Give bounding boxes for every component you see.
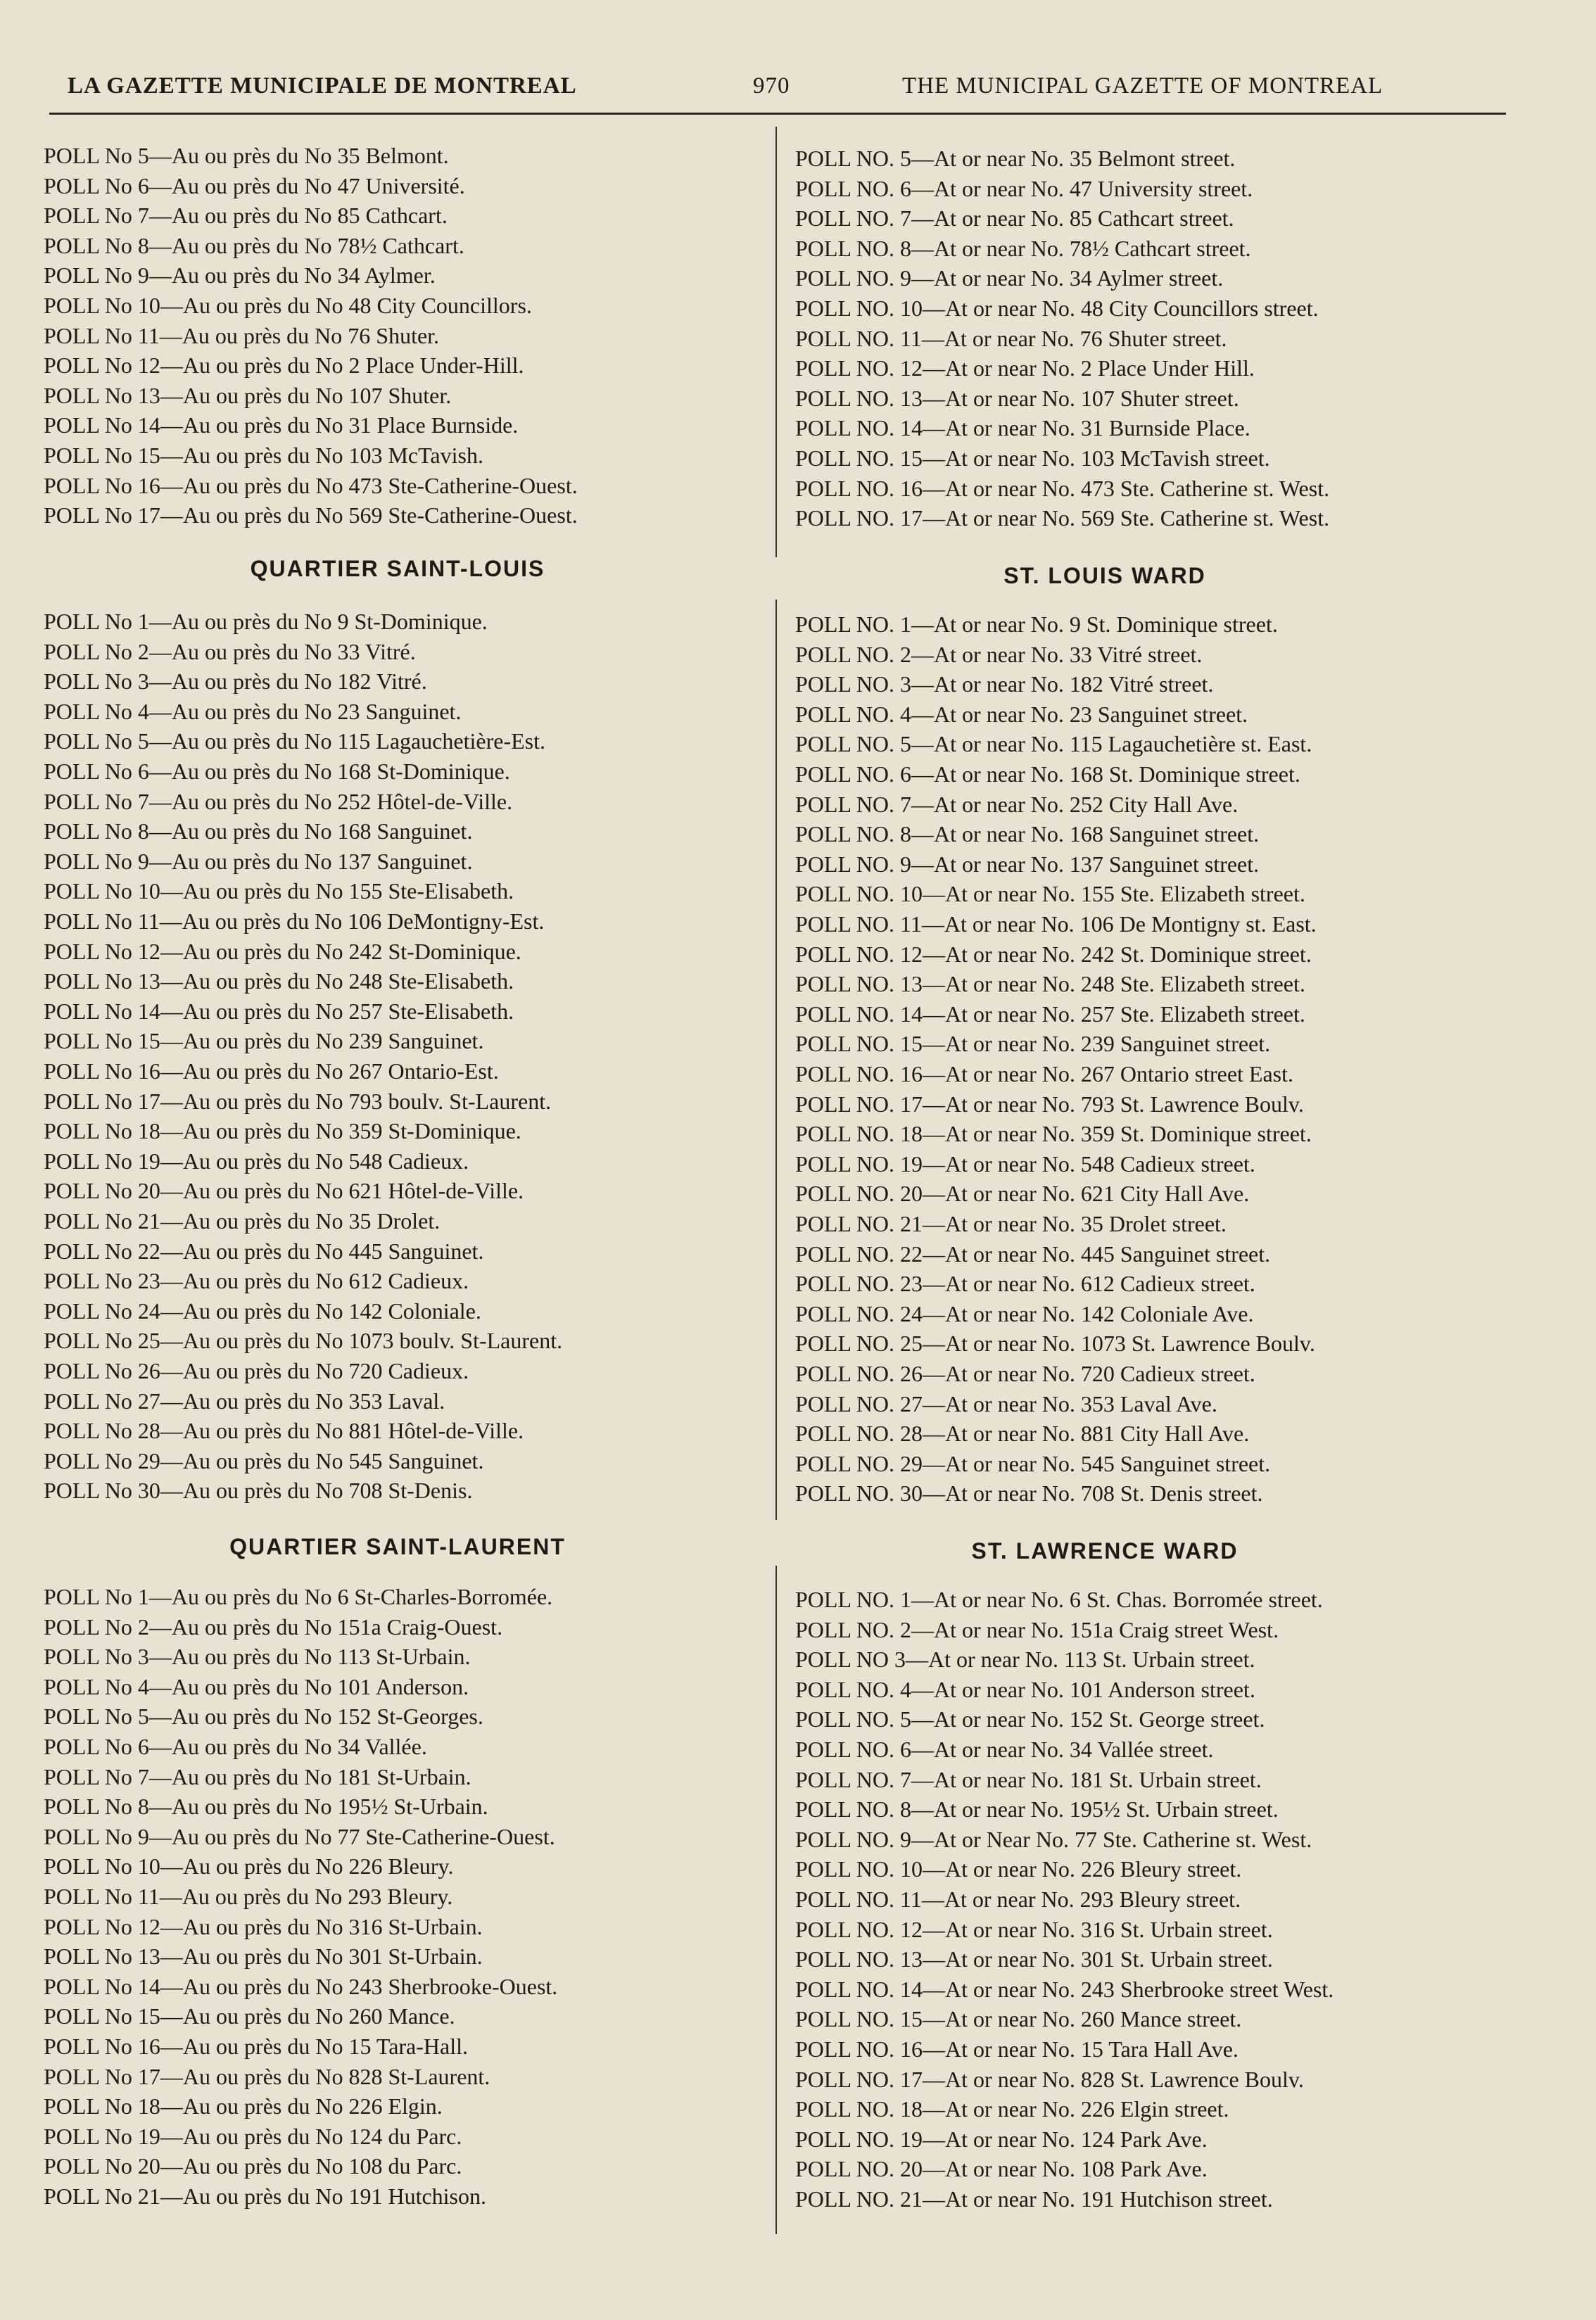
poll-entry: POLL No 11—Au ou près du No 106 DeMontigny-Est.: [44, 908, 545, 934]
poll-entry: POLL NO. 7—At or near No. 252 City Hall Ave.: [795, 791, 1239, 817]
poll-entry: POLL No 2—Au ou près du No 33 Vitré.: [44, 638, 416, 664]
ward-heading: QUARTIER SAINT-LOUIS: [250, 556, 545, 581]
poll-entry: POLL No 19—Au ou près du No 548 Cadieux.: [44, 1148, 469, 1174]
poll-entry: POLL No 23—Au ou près du No 612 Cadieux.: [44, 1268, 469, 1294]
poll-entry: POLL NO. 24—At or near No. 142 Coloniale Ave.: [795, 1300, 1254, 1326]
poll-entry: POLL NO. 13—At or near No. 248 Ste. Elizabeth street.: [795, 971, 1305, 997]
poll-entry: POLL No 12—Au ou près du No 242 St-Dominique.: [44, 938, 521, 964]
poll-entry: POLL No 9—Au ou près du No 77 Ste-Catherine-Ouest.: [44, 1823, 555, 1849]
poll-entry: POLL No 8—Au ou près du No 195½ St-Urbain.: [44, 1794, 488, 1820]
poll-entry: POLL NO. 17—At or near No. 828 St. Lawrence Boulv.: [795, 2066, 1304, 2092]
poll-entry: POLL No 2—Au ou près du No 151a Craig-Ouest.: [44, 1614, 503, 1640]
poll-entry: POLL No 17—Au ou près du No 828 St-Laurent.: [44, 2063, 490, 2089]
page-number: 970: [753, 73, 790, 99]
poll-entry: POLL NO. 9—At or near No. 137 Sanguinet street.: [795, 851, 1260, 877]
poll-entry: POLL NO. 7—At or near No. 85 Cathcart street.: [795, 205, 1234, 232]
poll-entry: POLL No 17—Au ou près du No 569 Ste-Catherine-Ouest.: [44, 502, 578, 528]
poll-entry: POLL NO. 1—At or near No. 9 St. Dominique street.: [795, 611, 1278, 637]
poll-entry: POLL NO. 11—At or near No. 106 De Montigny st. East.: [795, 911, 1317, 937]
poll-entry: POLL NO. 21—At or near No. 35 Drolet street.: [795, 1211, 1227, 1236]
poll-entry: POLL No 21—Au ou près du No 35 Drolet.: [44, 1208, 441, 1234]
header-french-title: LA GAZETTE MUNICIPALE DE MONTREAL: [68, 73, 577, 99]
poll-entry: POLL No 18—Au ou près du No 359 St-Dominique.: [44, 1118, 521, 1144]
header-rule: [49, 113, 1506, 115]
poll-entry: POLL NO. 6—At or near No. 47 University street.: [795, 175, 1253, 201]
poll-entry: POLL No 7—Au ou près du No 181 St-Urbain.: [44, 1763, 471, 1789]
poll-entry: POLL No 13—Au ou près du No 248 Ste-Elisabeth.: [44, 968, 514, 994]
poll-entry: POLL No 22—Au ou près du No 445 Sanguinet.: [44, 1238, 484, 1264]
poll-entry: POLL NO. 19—At or near No. 548 Cadieux street.: [795, 1151, 1255, 1177]
poll-entry: POLL No 12—Au ou près du No 316 St-Urbain.: [44, 1913, 483, 1939]
poll-entry: POLL No 8—Au ou près du No 168 Sanguinet.: [44, 818, 473, 844]
poll-entry: POLL No 10—Au ou près du No 226 Bleury.: [44, 1853, 454, 1880]
poll-entry: POLL No 6—Au ou près du No 34 Vallée.: [44, 1734, 427, 1759]
poll-entry: POLL No 13—Au ou près du No 301 St-Urbain.: [44, 1944, 483, 1970]
poll-entry: POLL NO. 4—At or near No. 101 Anderson street.: [795, 1676, 1255, 1702]
poll-entry: POLL NO. 18—At or near No. 226 Elgin street.: [795, 2096, 1229, 2122]
poll-entry: POLL No 15—Au ou près du No 103 McTavish.: [44, 443, 483, 468]
header-english-title: THE MUNICIPAL GAZETTE OF MONTREAL: [902, 73, 1383, 99]
poll-entry: POLL NO. 16—At or near No. 473 Ste. Catherine st. West.: [795, 475, 1330, 501]
poll-entry: POLL NO. 12—At or near No. 316 St. Urbain street.: [795, 1916, 1273, 1942]
poll-entry: POLL No 14—Au ou près du No 243 Sherbrooke-Ouest.: [44, 1973, 558, 1999]
poll-entry: POLL NO. 5—At or near No. 152 St. George street.: [795, 1706, 1265, 1732]
poll-entry: POLL NO. 8—At or near No. 168 Sanguinet street.: [795, 821, 1260, 847]
poll-entry: POLL No 16—Au ou près du No 267 Ontario-Est.: [44, 1058, 499, 1084]
poll-entry: POLL NO. 15—At or near No. 239 Sanguinet street.: [795, 1031, 1271, 1057]
poll-entry: POLL No 14—Au ou près du No 31 Place Burnside.: [44, 412, 519, 438]
poll-entry: POLL NO. 13—At or near No. 301 St. Urbain street.: [795, 1946, 1273, 1972]
poll-entry: POLL NO. 5—At or near No. 115 Lagauchetière st. East.: [795, 731, 1312, 757]
poll-entry: POLL NO. 12—At or near No. 242 St. Dominique street.: [795, 941, 1312, 967]
poll-entry: POLL NO. 21—At or near No. 191 Hutchison street.: [795, 2186, 1273, 2212]
poll-entry: POLL NO. 5—At or near No. 35 Belmont street.: [795, 146, 1236, 171]
ward-heading: ST. LAWRENCE WARD: [971, 1538, 1239, 1564]
poll-entry: POLL No 18—Au ou près du No 226 Elgin.: [44, 2093, 443, 2119]
poll-entry: POLL NO. 22—At or near No. 445 Sanguinet street.: [795, 1241, 1271, 1267]
poll-entry: POLL No 17—Au ou près du No 793 boulv. St-Laurent.: [44, 1088, 552, 1114]
poll-entry: POLL NO. 14—At or near No. 243 Sherbrooke street West.: [795, 1976, 1334, 2002]
poll-entry: POLL NO 3—At or near No. 113 St. Urbain street.: [795, 1647, 1255, 1673]
poll-entry: POLL No 8—Au ou près du No 78½ Cathcart.: [44, 232, 464, 258]
poll-entry: POLL NO. 11—At or near No. 76 Shuter street.: [795, 325, 1227, 351]
poll-entry: POLL NO. 18—At or near No. 359 St. Dominique street.: [795, 1121, 1312, 1147]
poll-entry: POLL NO. 20—At or near No. 108 Park Ave.: [795, 2156, 1208, 2182]
poll-entry: POLL NO. 15—At or near No. 260 Mance street.: [795, 2006, 1242, 2032]
ward-heading: QUARTIER SAINT-LAURENT: [229, 1534, 566, 1559]
poll-entry: POLL No 5—Au ou près du No 115 Lagauchetière-Est.: [44, 728, 546, 754]
poll-entry: POLL No 15—Au ou près du No 239 Sanguinet.: [44, 1028, 484, 1054]
poll-entry: POLL NO. 29—At or near No. 545 Sanguinet street.: [795, 1450, 1271, 1476]
poll-entry: POLL NO. 14—At or near No. 31 Burnside Place.: [795, 415, 1250, 441]
poll-entry: POLL No 6—Au ou près du No 168 St-Dominique.: [44, 759, 510, 784]
poll-entry: POLL No 27—Au ou près du No 353 Laval.: [44, 1388, 445, 1414]
poll-entry: POLL No 7—Au ou près du No 252 Hôtel-de-Ville.: [44, 788, 513, 814]
poll-entry: POLL No 11—Au ou près du No 293 Bleury.: [44, 1884, 453, 1909]
poll-entry: POLL NO. 2—At or near No. 151a Craig street West.: [795, 1616, 1279, 1642]
poll-entry: POLL NO. 17—At or near No. 793 St. Lawrence Boulv.: [795, 1091, 1304, 1117]
poll-entry: POLL NO. 11—At or near No. 293 Bleury street.: [795, 1887, 1241, 1912]
poll-entry: POLL No 9—Au ou près du No 34 Aylmer.: [44, 262, 436, 289]
poll-entry: POLL No 3—Au ou près du No 182 Vitré.: [44, 668, 427, 695]
poll-entry: POLL No 4—Au ou près du No 23 Sanguinet.: [44, 698, 462, 724]
poll-entry: POLL NO. 25—At or near No. 1073 St. Lawrence Boulv.: [795, 1331, 1315, 1357]
column-divider-middle: [775, 600, 777, 1520]
poll-entry: POLL NO. 30—At or near No. 708 St. Denis street.: [795, 1481, 1263, 1507]
poll-entry: POLL No 14—Au ou près du No 257 Ste-Elisabeth.: [44, 998, 514, 1024]
poll-entry: POLL NO. 28—At or near No. 881 City Hall Ave.: [795, 1421, 1250, 1447]
poll-entry: POLL No 5—Au ou près du No 35 Belmont.: [44, 143, 449, 168]
poll-entry: POLL No 1—Au ou près du No 6 St-Charles-Borromée.: [44, 1584, 553, 1609]
poll-entry: POLL NO. 19—At or near No. 124 Park Ave.: [795, 2126, 1208, 2152]
poll-entry: POLL NO. 17—At or near No. 569 Ste. Catherine st. West.: [795, 505, 1330, 531]
ward-heading: ST. LOUIS WARD: [1003, 563, 1206, 588]
column-divider-top: [775, 127, 777, 557]
poll-entry: POLL NO. 6—At or near No. 34 Vallée street.: [795, 1737, 1214, 1762]
poll-entry: POLL NO. 26—At or near No. 720 Cadieux street.: [795, 1361, 1255, 1386]
poll-entry: POLL NO. 27—At or near No. 353 Laval Ave.: [795, 1390, 1217, 1416]
poll-entry: POLL NO. 4—At or near No. 23 Sanguinet street.: [795, 701, 1248, 727]
poll-entry: POLL NO. 16—At or near No. 267 Ontario street East.: [795, 1061, 1293, 1086]
poll-entry: POLL No 30—Au ou près du No 708 St-Denis.: [44, 1478, 473, 1504]
poll-entry: POLL No 19—Au ou près du No 124 du Parc.: [44, 2123, 462, 2149]
poll-entry: POLL No 12—Au ou près du No 2 Place Under-Hill.: [44, 353, 524, 379]
poll-entry: POLL NO. 10—At or near No. 155 Ste. Elizabeth street.: [795, 881, 1305, 907]
poll-entry: POLL NO. 7—At or near No. 181 St. Urbain street.: [795, 1766, 1262, 1792]
poll-entry: POLL NO. 3—At or near No. 182 Vitré street.: [795, 671, 1214, 697]
poll-entry: POLL NO. 16—At or near No. 15 Tara Hall Ave.: [795, 2036, 1239, 2062]
poll-entry: POLL No 10—Au ou près du No 48 City Councillors.: [44, 293, 532, 318]
poll-entry: POLL NO. 8—At or near No. 78½ Cathcart street.: [795, 235, 1251, 261]
poll-entry: POLL No 24—Au ou près du No 142 Coloniale.: [44, 1298, 481, 1324]
poll-entry: POLL No 16—Au ou près du No 15 Tara-Hall.: [44, 2034, 468, 2059]
poll-entry: POLL NO. 6—At or near No. 168 St. Dominique street.: [795, 761, 1300, 787]
poll-entry: POLL No 1—Au ou près du No 9 St-Dominique.: [44, 609, 488, 634]
poll-entry: POLL NO. 1—At or near No. 6 St. Chas. Borromée street.: [795, 1587, 1323, 1612]
poll-entry: POLL NO. 9—At or Near No. 77 Ste. Catherine st. West.: [795, 1826, 1312, 1852]
poll-entry: POLL No 28—Au ou près du No 881 Hôtel-de-Ville.: [44, 1418, 524, 1444]
column-divider-bottom: [775, 1566, 777, 2234]
poll-entry: POLL No 21—Au ou près du No 191 Hutchison.: [44, 2183, 486, 2209]
poll-entry: POLL NO. 10—At or near No. 226 Bleury street.: [795, 1856, 1242, 1882]
poll-entry: POLL No 29—Au ou près du No 545 Sanguinet.: [44, 1447, 484, 1473]
poll-entry: POLL No 26—Au ou près du No 720 Cadieux.: [44, 1358, 469, 1383]
poll-entry: POLL No 7—Au ou près du No 85 Cathcart.: [44, 203, 448, 229]
poll-entry: POLL No 20—Au ou près du No 621 Hôtel-de-Ville.: [44, 1178, 524, 1204]
poll-entry: POLL No 20—Au ou près du No 108 du Parc.: [44, 2153, 462, 2179]
poll-entry: POLL NO. 9—At or near No. 34 Aylmer street.: [795, 265, 1224, 291]
poll-entry: POLL No 5—Au ou près du No 152 St-Georges.: [44, 1704, 483, 1730]
poll-entry: POLL NO. 8—At or near No. 195½ St. Urbain street.: [795, 1796, 1279, 1823]
poll-entry: POLL No 15—Au ou près du No 260 Mance.: [44, 2003, 455, 2029]
poll-entry: POLL No 6—Au ou près du No 47 Université.: [44, 172, 465, 198]
poll-entry: POLL NO. 20—At or near No. 621 City Hall Ave.: [795, 1181, 1250, 1207]
poll-entry: POLL No 13—Au ou près du No 107 Shuter.: [44, 382, 452, 408]
poll-entry: POLL No 11—Au ou près du No 76 Shuter.: [44, 322, 440, 348]
poll-entry: POLL No 3—Au ou près du No 113 St-Urbain.: [44, 1644, 471, 1670]
poll-entry: POLL NO. 14—At or near No. 257 Ste. Elizabeth street.: [795, 1001, 1305, 1027]
poll-entry: POLL NO. 12—At or near No. 2 Place Under Hill.: [795, 355, 1255, 381]
poll-entry: POLL NO. 13—At or near No. 107 Shuter street.: [795, 385, 1239, 411]
poll-entry: POLL No 10—Au ou près du No 155 Ste-Elisabeth.: [44, 878, 514, 904]
poll-entry: POLL No 25—Au ou près du No 1073 boulv. St-Laurent.: [44, 1328, 563, 1354]
poll-entry: POLL No 9—Au ou près du No 137 Sanguinet.: [44, 848, 473, 874]
poll-entry: POLL No 4—Au ou près du No 101 Anderson.: [44, 1673, 469, 1699]
poll-entry: POLL NO. 10—At or near No. 48 City Councillors street.: [795, 296, 1319, 321]
poll-entry: POLL NO. 15—At or near No. 103 McTavish street.: [795, 445, 1270, 471]
poll-entry: POLL No 16—Au ou près du No 473 Ste-Catherine-Ouest.: [44, 472, 578, 498]
poll-entry: POLL NO. 2—At or near No. 33 Vitré street.: [795, 641, 1203, 667]
poll-entry: POLL NO. 23—At or near No. 612 Cadieux street.: [795, 1271, 1255, 1297]
